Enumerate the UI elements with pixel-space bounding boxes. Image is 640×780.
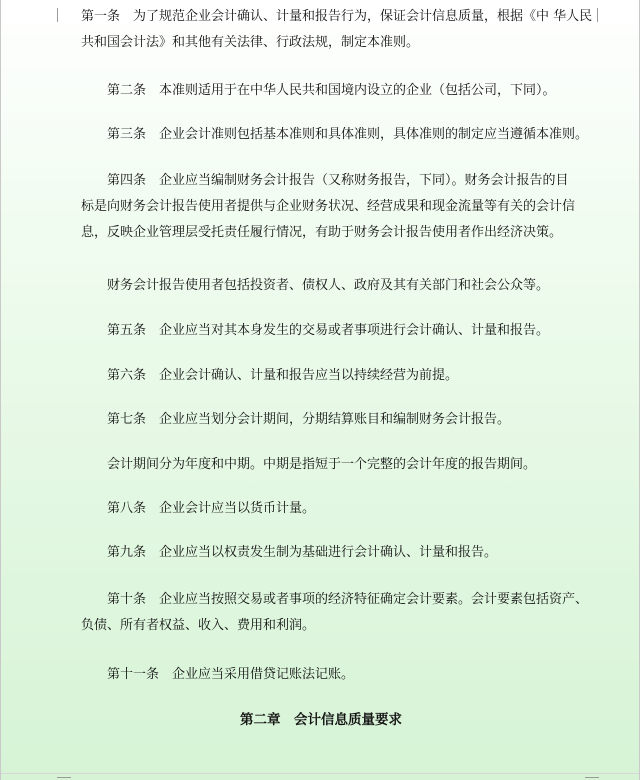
article-2-line-1: 第二条 本准则适用于在中华人民共和国境内设立的企业（包括公司，下同）。 <box>81 83 556 98</box>
article-4-line-1: 第四条 企业应当编制财务会计报告（又称财务报告，下同）。财务会计报告的目 <box>81 173 569 188</box>
article-4 <box>81 168 591 246</box>
article-8-line-1: 第八条 企业会计应当以货币计量。 <box>81 501 316 516</box>
corner-mark-top-left <box>57 8 58 22</box>
article-7-continuation <box>81 452 591 478</box>
article-3-line-1: 第三条 企业会计准则包括基本准则和具体准则，具体准则的制定应当遵循本准则。 <box>81 127 589 142</box>
article-5 <box>81 318 591 344</box>
article-6 <box>81 363 591 389</box>
article-8 <box>81 496 591 522</box>
article-7-continuation-line-1: 会计期间分为年度和中期。中期是指短于一个完整的会计年度的报告期间。 <box>81 457 537 472</box>
article-9 <box>81 540 591 566</box>
page-bottom-edge <box>1 773 639 774</box>
article-4-line-2: 标是向财务会计报告使用者提供与企业财务状况、经营成果和现金流量等有关的会计信 <box>81 199 576 214</box>
article-1-line-2: 共和国会计法》和其他有关法律、行政法规，制定本准则。 <box>81 35 420 50</box>
article-5-line-1: 第五条 企业应当对其本身发生的交易或者事项进行会计确认、计量和报告。 <box>81 323 550 338</box>
corner-mark-bottom-left <box>57 777 71 778</box>
article-3 <box>81 122 591 148</box>
article-2 <box>81 78 591 104</box>
article-10 <box>81 587 591 639</box>
article-10-line-2: 负债、所有者权益、收入、费用和利润。 <box>81 618 316 633</box>
article-10-line-1: 第十条 企业应当按照交易或者事项的经济特征确定会计要素。会计要素包括资产、 <box>81 592 589 607</box>
article-9-line-1: 第九条 企业应当以权责发生制为基础进行会计确认、计量和报告。 <box>81 545 498 560</box>
article-7-line-1: 第七条 企业应当划分会计期间，分期结算账目和编制财务会计报告。 <box>81 412 511 427</box>
corner-mark-bottom-right <box>585 777 599 778</box>
article-11-line-1: 第十一条 企业应当采用借贷记账法记账。 <box>81 667 355 682</box>
article-4-line-3: 息，反映企业管理层受托责任履行情况，有助于财务会计报告使用者作出经济决策。 <box>81 225 563 240</box>
article-1 <box>81 4 591 56</box>
article-1-line-1: 第一条 为了规范企业会计确认、计量和报告行为，保证会计信息质量，根据《中 华人民 <box>81 9 593 24</box>
article-4-continuation-line-1: 财务会计报告使用者包括投资者、债权人、政府及其有关部门和社会公众等。 <box>81 278 550 293</box>
chapter-2-heading: 第二章 会计信息质量要求 <box>240 712 402 728</box>
article-11 <box>81 662 591 688</box>
article-7 <box>81 407 591 433</box>
article-4-continuation <box>81 273 591 299</box>
article-6-line-1: 第六条 企业会计确认、计量和报告应当以持续经营为前提。 <box>81 368 459 383</box>
corner-mark-top-right <box>597 8 598 22</box>
